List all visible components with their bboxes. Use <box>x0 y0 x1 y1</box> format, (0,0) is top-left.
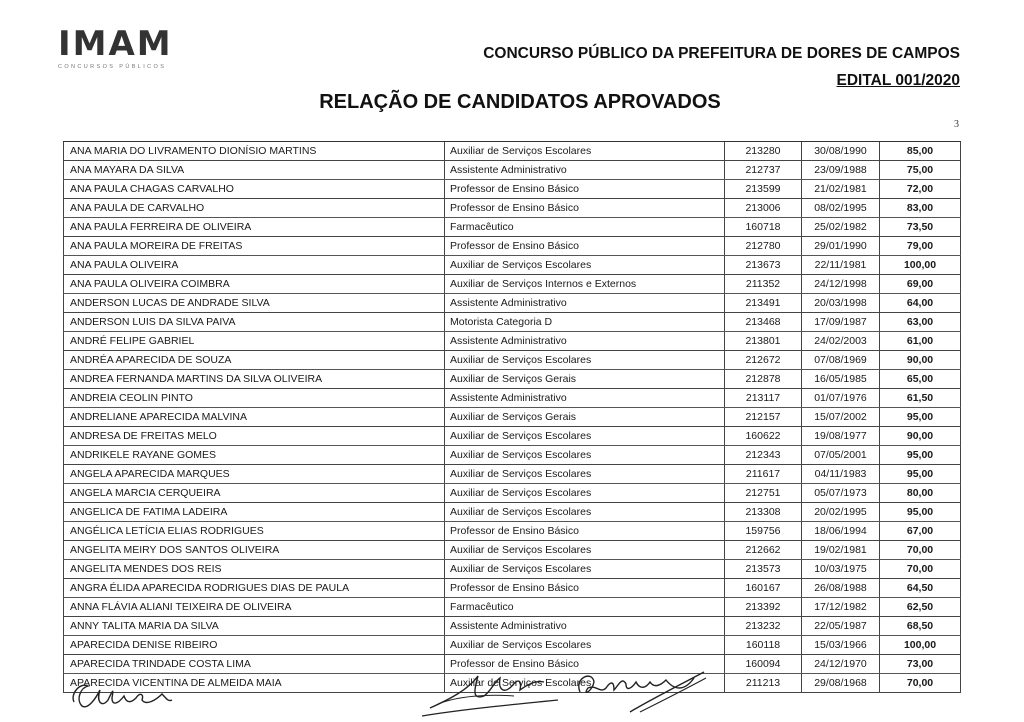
candidate-birthdate: 17/09/1987 <box>802 313 880 331</box>
candidate-score: 70,00 <box>880 674 961 692</box>
candidate-score: 80,00 <box>880 484 961 502</box>
candidate-role: Auxiliar de Serviços Escolares <box>445 256 725 274</box>
table-row <box>63 199 961 218</box>
candidate-name: ANGRA ÉLIDA APARECIDA RODRIGUES DIAS DE PAULA <box>63 579 445 597</box>
candidate-registration: 160167 <box>725 579 802 597</box>
candidate-birthdate: 30/08/1990 <box>802 142 880 160</box>
candidate-name: ANDRIKELE RAYANE GOMES <box>63 446 445 464</box>
candidate-score: 70,00 <box>880 560 961 578</box>
candidate-birthdate: 29/08/1968 <box>802 674 880 692</box>
candidate-birthdate: 29/01/1990 <box>802 237 880 255</box>
logo-subtitle: CONCURSOS PÚBLICOS <box>58 64 167 70</box>
imam-logo <box>58 26 198 70</box>
approved-candidates-table <box>63 141 961 693</box>
candidate-score: 69,00 <box>880 275 961 293</box>
candidate-registration: 213308 <box>725 503 802 521</box>
candidate-registration: 212751 <box>725 484 802 502</box>
candidate-role: Auxiliar de Serviços Escolares <box>445 427 725 445</box>
candidate-score: 79,00 <box>880 237 961 255</box>
candidate-role: Professor de Ensino Básico <box>445 237 725 255</box>
candidate-name: APARECIDA TRINDADE COSTA LIMA <box>63 655 445 673</box>
table-row <box>63 180 961 199</box>
table-row <box>63 237 961 256</box>
candidate-registration: 213491 <box>725 294 802 312</box>
candidate-registration: 212343 <box>725 446 802 464</box>
candidate-score: 95,00 <box>880 503 961 521</box>
candidate-birthdate: 24/12/1998 <box>802 275 880 293</box>
candidate-role: Auxiliar de Serviços Escolares <box>445 503 725 521</box>
candidate-name: APARECIDA VICENTINA DE ALMEIDA MAIA <box>63 674 445 692</box>
candidate-role: Auxiliar de Serviços Gerais <box>445 370 725 388</box>
candidate-name: ANA PAULA CHAGAS CARVALHO <box>63 180 445 198</box>
logo-mark: IMAM <box>58 24 173 64</box>
candidate-registration: 213280 <box>725 142 802 160</box>
candidate-name: ANDERSON LUIS DA SILVA PAIVA <box>63 313 445 331</box>
candidate-score: 95,00 <box>880 408 961 426</box>
candidate-birthdate: 22/05/1987 <box>802 617 880 635</box>
candidate-role: Assistente Administrativo <box>445 389 725 407</box>
candidate-birthdate: 07/05/2001 <box>802 446 880 464</box>
page-number: 3 <box>954 119 959 130</box>
candidate-score: 95,00 <box>880 446 961 464</box>
candidate-registration: 211352 <box>725 275 802 293</box>
candidate-score: 90,00 <box>880 427 961 445</box>
table-row <box>63 617 961 636</box>
candidate-birthdate: 04/11/1983 <box>802 465 880 483</box>
candidate-name: ANGELICA DE FATIMA LADEIRA <box>63 503 445 521</box>
candidate-name: ANDERSON LUCAS DE ANDRADE SILVA <box>63 294 445 312</box>
candidate-birthdate: 15/07/2002 <box>802 408 880 426</box>
table-row <box>63 446 961 465</box>
candidate-role: Professor de Ensino Básico <box>445 655 725 673</box>
candidate-name: ANA PAULA DE CARVALHO <box>63 199 445 217</box>
candidate-score: 100,00 <box>880 256 961 274</box>
candidate-role: Auxiliar de Serviços Escolares <box>445 351 725 369</box>
table-row <box>63 427 961 446</box>
table-row <box>63 142 961 161</box>
candidate-score: 100,00 <box>880 636 961 654</box>
candidate-registration: 160718 <box>725 218 802 236</box>
candidate-role: Auxiliar de Serviços Escolares <box>445 560 725 578</box>
candidate-score: 85,00 <box>880 142 961 160</box>
candidate-role: Professor de Ensino Básico <box>445 199 725 217</box>
candidate-score: 64,00 <box>880 294 961 312</box>
candidate-name: ANDRÉ FELIPE GABRIEL <box>63 332 445 350</box>
candidate-name: ANDREA FERNANDA MARTINS DA SILVA OLIVEIRA <box>63 370 445 388</box>
candidate-birthdate: 26/08/1988 <box>802 579 880 597</box>
candidate-role: Assistente Administrativo <box>445 294 725 312</box>
candidate-registration: 160094 <box>725 655 802 673</box>
table-row <box>63 579 961 598</box>
candidate-registration: 211617 <box>725 465 802 483</box>
candidate-registration: 160118 <box>725 636 802 654</box>
table-row <box>63 389 961 408</box>
candidate-score: 67,00 <box>880 522 961 540</box>
candidate-name: ANNA FLÁVIA ALIANI TEIXEIRA DE OLIVEIRA <box>63 598 445 616</box>
candidate-registration: 160622 <box>725 427 802 445</box>
candidate-birthdate: 07/08/1969 <box>802 351 880 369</box>
table-row <box>63 370 961 389</box>
table-row <box>63 503 961 522</box>
candidate-birthdate: 21/02/1981 <box>802 180 880 198</box>
candidate-name: ANA MAYARA DA SILVA <box>63 161 445 179</box>
candidate-birthdate: 20/03/1998 <box>802 294 880 312</box>
candidate-score: 61,50 <box>880 389 961 407</box>
candidate-role: Auxiliar de Serviços Escolares <box>445 541 725 559</box>
candidate-name: ANA PAULA OLIVEIRA <box>63 256 445 274</box>
candidate-role: Auxiliar de Serviços Escolares <box>445 484 725 502</box>
candidate-registration: 212780 <box>725 237 802 255</box>
candidate-registration: 212672 <box>725 351 802 369</box>
candidate-role: Farmacêutico <box>445 598 725 616</box>
table-row <box>63 522 961 541</box>
candidate-birthdate: 01/07/1976 <box>802 389 880 407</box>
candidate-role: Farmacêutico <box>445 218 725 236</box>
candidate-birthdate: 22/11/1981 <box>802 256 880 274</box>
candidate-name: ANA PAULA FERREIRA DE OLIVEIRA <box>63 218 445 236</box>
candidate-role: Professor de Ensino Básico <box>445 180 725 198</box>
candidate-score: 61,00 <box>880 332 961 350</box>
contest-title: CONCURSO PÚBLICO DA PREFEITURA DE DORES DE CAMPOS <box>483 45 960 62</box>
table-row <box>63 484 961 503</box>
candidate-registration: 212737 <box>725 161 802 179</box>
table-row <box>63 408 961 427</box>
candidate-score: 73,50 <box>880 218 961 236</box>
candidate-registration: 213392 <box>725 598 802 616</box>
candidate-name: ANDRÉA APARECIDA DE SOUZA <box>63 351 445 369</box>
candidate-registration: 212662 <box>725 541 802 559</box>
candidate-name: ANA MARIA DO LIVRAMENTO DIONÍSIO MARTINS <box>63 142 445 160</box>
candidate-registration: 213232 <box>725 617 802 635</box>
candidate-role: Professor de Ensino Básico <box>445 522 725 540</box>
candidate-registration: 212878 <box>725 370 802 388</box>
candidate-birthdate: 25/02/1982 <box>802 218 880 236</box>
candidate-role: Auxiliar de Serviços Escolares <box>445 446 725 464</box>
candidate-name: APARECIDA DENISE RIBEIRO <box>63 636 445 654</box>
table-row <box>63 560 961 579</box>
candidate-role: Assistente Administrativo <box>445 617 725 635</box>
table-row <box>63 294 961 313</box>
candidate-name: ANGELA MARCIA CERQUEIRA <box>63 484 445 502</box>
candidate-name: ANDREIA CEOLIN PINTO <box>63 389 445 407</box>
edital-number: EDITAL 001/2020 <box>836 72 960 89</box>
candidate-registration: 159756 <box>725 522 802 540</box>
candidate-role: Auxiliar de Serviços Escolares <box>445 142 725 160</box>
candidate-role: Auxiliar de Serviços Escolares <box>445 636 725 654</box>
candidate-role: Auxiliar de Serviços Escolares <box>445 674 725 692</box>
candidate-score: 72,00 <box>880 180 961 198</box>
table-row <box>63 636 961 655</box>
candidate-birthdate: 10/03/1975 <box>802 560 880 578</box>
candidate-registration: 213006 <box>725 199 802 217</box>
candidate-birthdate: 24/02/2003 <box>802 332 880 350</box>
candidate-registration: 213573 <box>725 560 802 578</box>
candidate-score: 65,00 <box>880 370 961 388</box>
candidate-birthdate: 17/12/1982 <box>802 598 880 616</box>
table-row <box>63 351 961 370</box>
signature-2 <box>418 660 568 722</box>
candidate-birthdate: 15/03/1966 <box>802 636 880 654</box>
candidate-registration: 213801 <box>725 332 802 350</box>
candidate-score: 63,00 <box>880 313 961 331</box>
candidate-score: 75,00 <box>880 161 961 179</box>
table-row <box>63 332 961 351</box>
candidate-registration: 213599 <box>725 180 802 198</box>
candidate-role: Assistente Administrativo <box>445 332 725 350</box>
candidate-birthdate: 23/09/1988 <box>802 161 880 179</box>
candidate-score: 68,50 <box>880 617 961 635</box>
candidate-score: 70,00 <box>880 541 961 559</box>
candidate-role: Auxiliar de Serviços Gerais <box>445 408 725 426</box>
candidate-birthdate: 20/02/1995 <box>802 503 880 521</box>
candidate-score: 83,00 <box>880 199 961 217</box>
candidate-score: 95,00 <box>880 465 961 483</box>
candidate-registration: 213117 <box>725 389 802 407</box>
signature-3 <box>570 662 710 718</box>
candidate-birthdate: 18/06/1994 <box>802 522 880 540</box>
candidate-name: ANDRELIANE APARECIDA MALVINA <box>63 408 445 426</box>
candidate-birthdate: 08/02/1995 <box>802 199 880 217</box>
table-row <box>63 598 961 617</box>
candidate-birthdate: 24/12/1970 <box>802 655 880 673</box>
candidate-birthdate: 05/07/1973 <box>802 484 880 502</box>
candidate-name: ANGELITA MENDES DOS REIS <box>63 560 445 578</box>
candidate-role: Motorista Categoria D <box>445 313 725 331</box>
candidate-role: Assistente Administrativo <box>445 161 725 179</box>
document-title: RELAÇÃO DE CANDIDATOS APROVADOS <box>319 91 721 113</box>
candidate-registration: 212157 <box>725 408 802 426</box>
candidate-birthdate: 19/08/1977 <box>802 427 880 445</box>
table-row <box>63 161 961 180</box>
candidate-role: Professor de Ensino Básico <box>445 579 725 597</box>
candidate-name: ANA PAULA MOREIRA DE FREITAS <box>63 237 445 255</box>
table-row <box>63 541 961 560</box>
candidate-role: Auxiliar de Serviços Escolares <box>445 465 725 483</box>
table-row <box>63 256 961 275</box>
signature-1 <box>66 672 176 718</box>
candidate-name: ANA PAULA OLIVEIRA COIMBRA <box>63 275 445 293</box>
candidate-name: ANDRESA DE FREITAS MELO <box>63 427 445 445</box>
candidate-birthdate: 19/02/1981 <box>802 541 880 559</box>
table-row <box>63 313 961 332</box>
table-row <box>63 275 961 294</box>
candidate-name: ANNY TALITA MARIA DA SILVA <box>63 617 445 635</box>
candidate-score: 62,50 <box>880 598 961 616</box>
candidate-score: 90,00 <box>880 351 961 369</box>
candidate-score: 64,50 <box>880 579 961 597</box>
candidate-birthdate: 16/05/1985 <box>802 370 880 388</box>
candidate-name: ANGÉLICA LETÍCIA ELIAS RODRIGUES <box>63 522 445 540</box>
candidate-registration: 211213 <box>725 674 802 692</box>
table-row <box>63 465 961 484</box>
candidate-registration: 213673 <box>725 256 802 274</box>
table-row <box>63 218 961 237</box>
candidate-registration: 213468 <box>725 313 802 331</box>
candidate-role: Auxiliar de Serviços Internos e Externos <box>445 275 725 293</box>
candidate-score: 73,00 <box>880 655 961 673</box>
candidate-name: ANGELITA MEIRY DOS SANTOS OLIVEIRA <box>63 541 445 559</box>
candidate-name: ANGELA APARECIDA MARQUES <box>63 465 445 483</box>
